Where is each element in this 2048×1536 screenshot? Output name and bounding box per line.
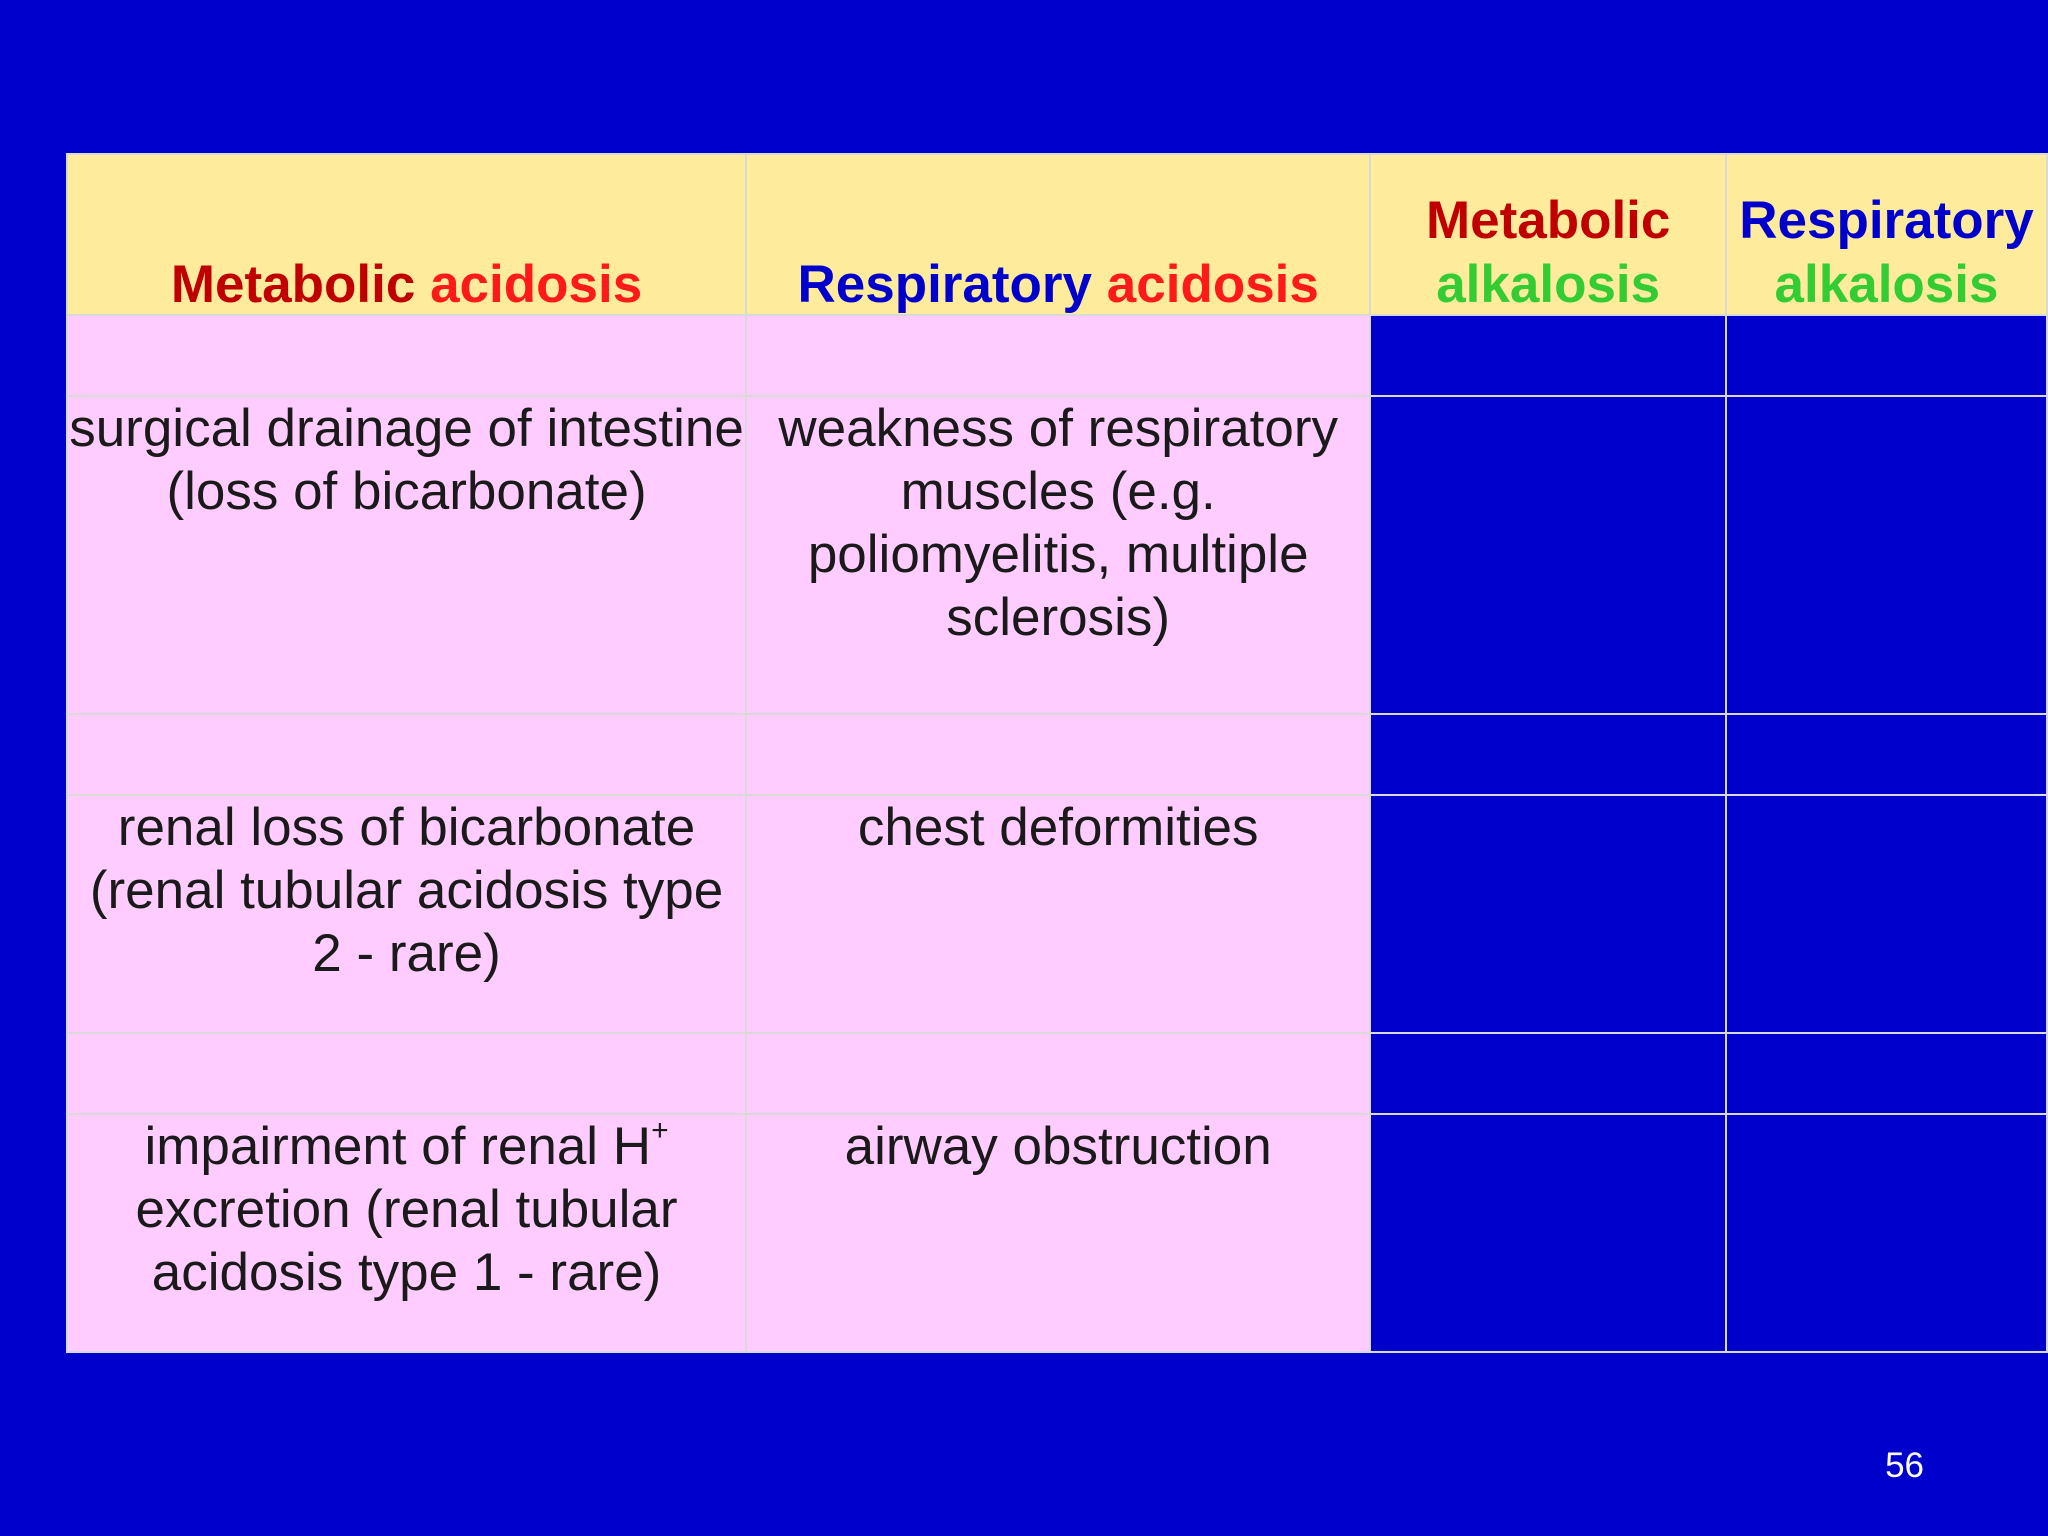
empty-cell — [1370, 315, 1726, 396]
empty-cell — [1370, 1114, 1726, 1352]
table-row — [67, 396, 2047, 714]
empty-cell — [1370, 396, 1726, 714]
empty-cell — [67, 714, 746, 795]
empty-cell — [1726, 1114, 2047, 1352]
acid-base-causes-table — [66, 153, 2048, 1353]
spacer-row — [67, 1033, 2047, 1114]
page-number: 56 — [1885, 1446, 1924, 1485]
table-row — [67, 795, 2047, 1033]
table-row — [67, 1114, 2047, 1352]
header-metabolic-acidosis — [67, 154, 746, 315]
cell-text-pre: impairment of renal H — [144, 1117, 652, 1176]
spacer-row — [67, 315, 2047, 396]
empty-cell — [1370, 714, 1726, 795]
cell-metabolic-acidosis — [67, 1114, 746, 1352]
cell-respiratory-acidosis: airway obstruction — [746, 1114, 1370, 1352]
header-metabolic-acidosis-word2: acidosis — [430, 255, 643, 314]
cell-respiratory-acidosis: weakness of respiratory muscles (e.g. poliomyelitis, multiple sclerosis) — [746, 396, 1370, 714]
header-respiratory-alkalosis-word1: Respiratory — [1739, 191, 2034, 250]
cell-metabolic-acidosis: renal loss of bicarbonate (renal tubular acidosis type 2 - rare) — [67, 795, 746, 1033]
empty-cell — [67, 315, 746, 396]
header-respiratory-acidosis-word1: Respiratory — [797, 255, 1093, 314]
empty-cell — [1726, 315, 2047, 396]
empty-cell — [1370, 795, 1726, 1033]
hydrogen-ion-superscript: + — [651, 1114, 669, 1147]
header-respiratory-alkalosis-word2: alkalosis — [1774, 255, 1999, 314]
empty-cell — [1726, 1033, 2047, 1114]
header-metabolic-acidosis-word1: Metabolic — [170, 255, 416, 314]
header-metabolic-alkalosis-word1: Metabolic — [1425, 191, 1671, 250]
empty-cell — [1370, 1033, 1726, 1114]
table-header-row — [67, 154, 2047, 315]
cell-metabolic-acidosis: surgical drainage of intestine (loss of bicarbonate) — [67, 396, 746, 714]
empty-cell — [67, 1033, 746, 1114]
empty-cell — [746, 714, 1370, 795]
header-respiratory-acidosis — [746, 154, 1370, 315]
spacer-row — [67, 714, 2047, 795]
cell-respiratory-acidosis: chest deformities — [746, 795, 1370, 1033]
empty-cell — [746, 1033, 1370, 1114]
header-respiratory-alkalosis — [1726, 154, 2047, 315]
header-metabolic-alkalosis-word2: alkalosis — [1436, 255, 1661, 314]
empty-cell — [1726, 396, 2047, 714]
empty-cell — [1726, 714, 2047, 795]
header-metabolic-alkalosis — [1370, 154, 1726, 315]
empty-cell — [746, 315, 1370, 396]
cell-text-post: excretion (renal tubular acidosis type 1 - rare) — [135, 1180, 678, 1302]
empty-cell — [1726, 795, 2047, 1033]
header-respiratory-acidosis-word2: acidosis — [1106, 255, 1319, 314]
